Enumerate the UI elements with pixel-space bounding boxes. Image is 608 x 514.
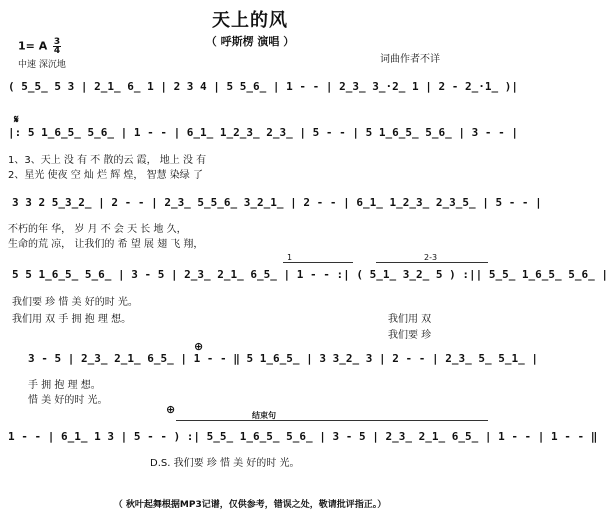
volta-1-bracket	[283, 262, 353, 263]
staff-row-4-notes: 3 - 5 | 2̲3̲ 2̲1̲ 6̲5̲ | 1 - - ‖ 5 1̲6̲5̲ | 3 3̲2̲ 3 | 2 - - | 2̲3̲ 5̲ 5̲1̲ |	[28, 352, 538, 365]
staff-row-3-lyric-2: 我们用 双 手 拥 抱 理 想。	[12, 314, 132, 325]
footnote: （ 秋叶起舞根据MP3记谱，仅供参考，错误之处，敬请批评指正。）	[113, 500, 387, 510]
credits: 词曲作者不详	[380, 54, 440, 65]
staff-row-2-notes: 3 3 2 5̲3̲2̲ | 2 - - | 2̲3̲ 5̲5̲6̲ 3̲2̲1̲ | 2 - - | 6̲1̲ 1̲2̲3̲ 2̲3̲5̲ | 5 - - |	[12, 196, 542, 209]
staff-row-1-lyric-2: 2、星光 使夜 空 灿 烂 辉 煌， 智慧 染绿 了	[8, 170, 203, 181]
ending-label: 结束句	[252, 411, 276, 420]
ending-bracket	[176, 420, 488, 421]
staff-row-5-lyric-1: D.S. 我们要 珍 惜 美 好的时 光。	[150, 458, 300, 469]
staff-row-1-notes: |: 5 1̲6̲5̲ 5̲6̲ | 1 - - | 6̲1̲ 1̲2̲3̲ 2̲3̲ | 5 - - | 5 1̲6̲5̲ 5̲6̲ | 3 - - |	[8, 126, 518, 139]
coda-sign-1: ⊕	[194, 340, 204, 353]
staff-row-3-lyric-right-1: 我们用 双	[388, 314, 432, 325]
singer-subtitle: （ 呼斯楞 演唱 ）	[205, 35, 295, 48]
staff-row-2-lyric-2: 生命的荒 凉， 让我们的 希 望 展 翅 飞 翔，	[8, 239, 204, 250]
staff-row-3-notes: 5 5 1̲6̲5̲ 5̲6̲ | 3 - 5 | 2̲3̲ 2̲1̲ 6̲5̲ | 1 - - :| ( 5̲1̲ 3̲2̲ 5 ) :|| 5̲5̲ 1̲6̲5̲ 5̲6̲ |	[12, 268, 608, 281]
intro-notes: ( 5̲5̲ 5 3 | 2̲1̲ 6̲ 1 | 2 3 4 | 5 5̲6̲ | 1 - - | 2̲3̲ 3̲·2̲ 1 | 2 - 2̲·1̲ )|	[8, 80, 518, 93]
song-title: 天上的风	[212, 10, 288, 31]
coda-sign-2: ⊕	[166, 403, 176, 416]
segno-sign: 𝄋	[14, 113, 19, 126]
staff-row-5-notes: 1 - - | 6̲1̲ 1 3 | 5 - - ) :| 5̲5̲ 1̲6̲5̲ 5̲6̲ | 3 - 5 | 2̲3̲ 2̲1̲ 6̲5̲ | 1 - - | 1 - - ‖	[8, 430, 598, 443]
staff-row-1-lyric-1: 1、3、天上 没 有 不 散的云 霞， 地上 没 有	[8, 155, 207, 166]
staff-row-3-lyric-1: 我们要 珍 惜 美 好的时 光。	[12, 297, 138, 308]
volta-2-bracket	[376, 262, 488, 263]
time-top: 3	[53, 37, 61, 47]
staff-row-2-lyric-1: 不朽的年 华， 岁 月 不 会 天 长 地 久，	[8, 224, 187, 235]
key-signature	[18, 38, 61, 55]
volta-1-label: 1	[287, 253, 293, 262]
tempo-marking: 中速 深沉地	[18, 60, 66, 70]
key-label: 1= A	[18, 39, 48, 53]
staff-row-4-lyric-2: 惜 美 好的时 光。	[28, 395, 108, 406]
staff-row-4-lyric-1: 手 拥 抱 理 想。	[28, 380, 101, 391]
volta-2-label: 2-3	[424, 253, 438, 262]
time-signature	[53, 38, 61, 55]
staff-row-3-lyric-right-2: 我们要 珍	[388, 330, 432, 341]
time-bottom: 4	[53, 46, 61, 56]
